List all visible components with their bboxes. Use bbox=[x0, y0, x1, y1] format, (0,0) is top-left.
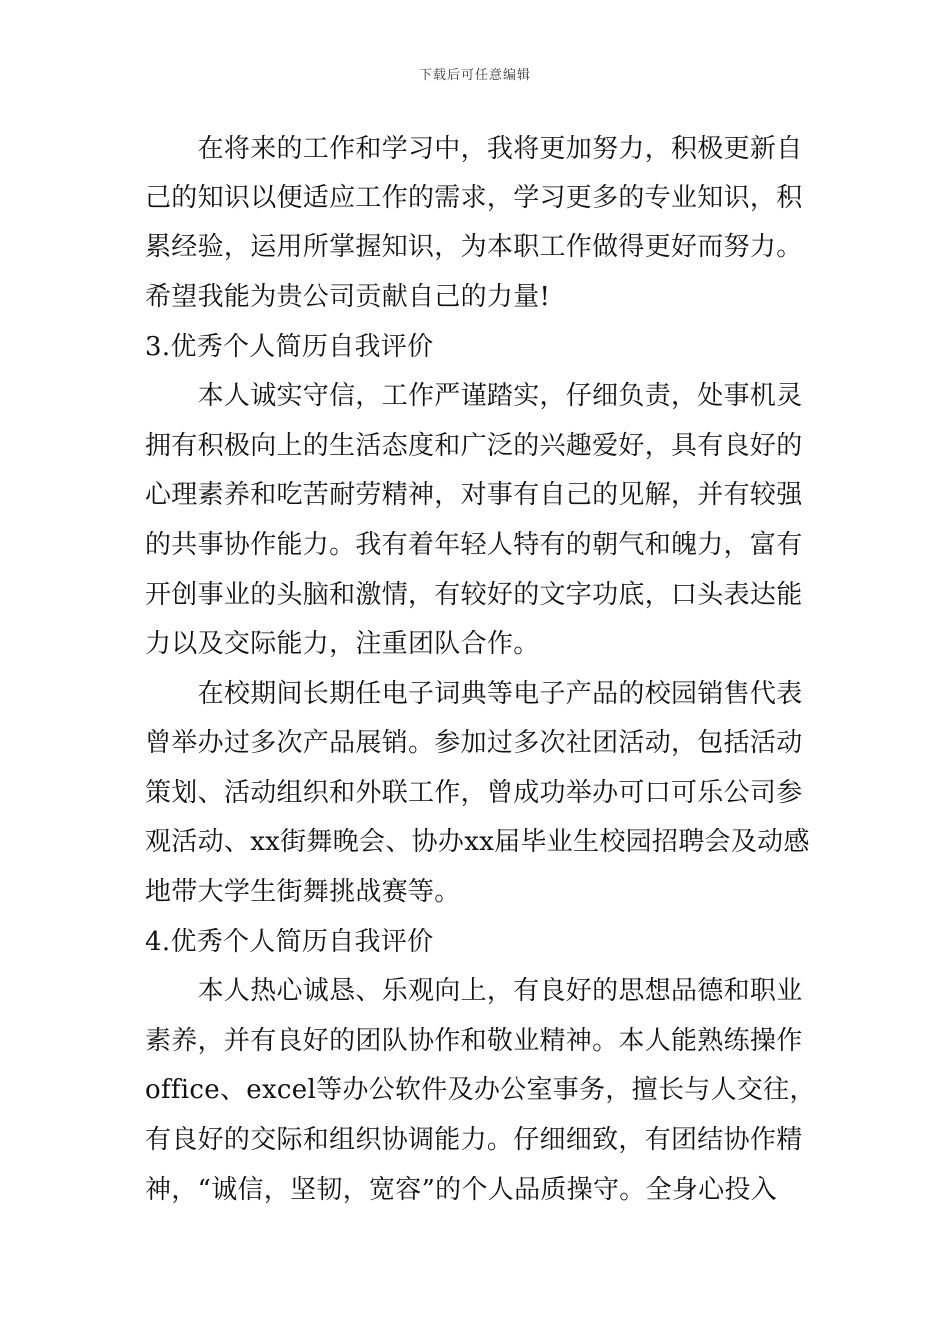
text-line: 开创事业的头脑和激情，有较好的文字功底，口头表达能 bbox=[145, 580, 803, 610]
text-line: 观活动、xx街舞晚会、协办xx届毕业生校园招聘会及动感 bbox=[145, 827, 810, 857]
text-line: 神，“诚信，坚韧，宽容”的个人品质操守。全身心投入 bbox=[145, 1175, 778, 1205]
text-line: 拥有积极向上的生活态度和广泛的兴趣爱好，具有良好的 bbox=[145, 431, 803, 461]
text-line: 地带大学生街舞挑战赛等。 bbox=[145, 877, 461, 907]
text-line: 的共事协作能力。我有着年轻人特有的朝气和魄力，富有 bbox=[145, 530, 803, 560]
text-line: 在校期间长期任电子词典等电子产品的校园销售代表 bbox=[145, 679, 803, 709]
text-line: 希望我能为贵公司贡献自己的力量! bbox=[145, 282, 551, 312]
text-line: 累经验，运用所掌握知识，为本职工作做得更好而努力。 bbox=[145, 232, 803, 262]
text-line: 在将来的工作和学习中，我将更加努力，积极更新自 bbox=[145, 134, 803, 164]
text-line: 有良好的交际和组织协调能力。仔细细致，有团结协作精 bbox=[145, 1125, 803, 1155]
text-line: 策划、活动组织和外联工作，曾成功举办可口可乐公司参 bbox=[145, 778, 803, 808]
text-line: 力以及交际能力，注重团队合作。 bbox=[145, 629, 540, 659]
section-heading: 3.优秀个人简历自我评价 bbox=[145, 332, 434, 362]
text-line: 本人热心诚恳、乐观向上，有良好的思想品德和职业 bbox=[145, 976, 803, 1006]
section-heading: 4.优秀个人简历自我评价 bbox=[145, 927, 434, 957]
text-line: office、excel等办公软件及办公室事务，擅长与人交往， bbox=[145, 1075, 816, 1105]
page-header: 下载后可任意编辑 bbox=[418, 68, 531, 83]
text-line: 曾举办过多次产品展销。参加过多次社团活动，包括活动 bbox=[145, 728, 803, 758]
text-line: 己的知识以便适应工作的需求，学习更多的专业知识，积 bbox=[145, 183, 803, 213]
text-line: 心理素养和吃苦耐劳精神，对事有自己的见解，并有较强 bbox=[145, 480, 803, 510]
text-line: 本人诚实守信，工作严谨踏实，仔细负责，处事机灵 bbox=[145, 381, 803, 411]
text-line: 素养，并有良好的团队协作和敬业精神。本人能熟练操作 bbox=[145, 1026, 803, 1056]
